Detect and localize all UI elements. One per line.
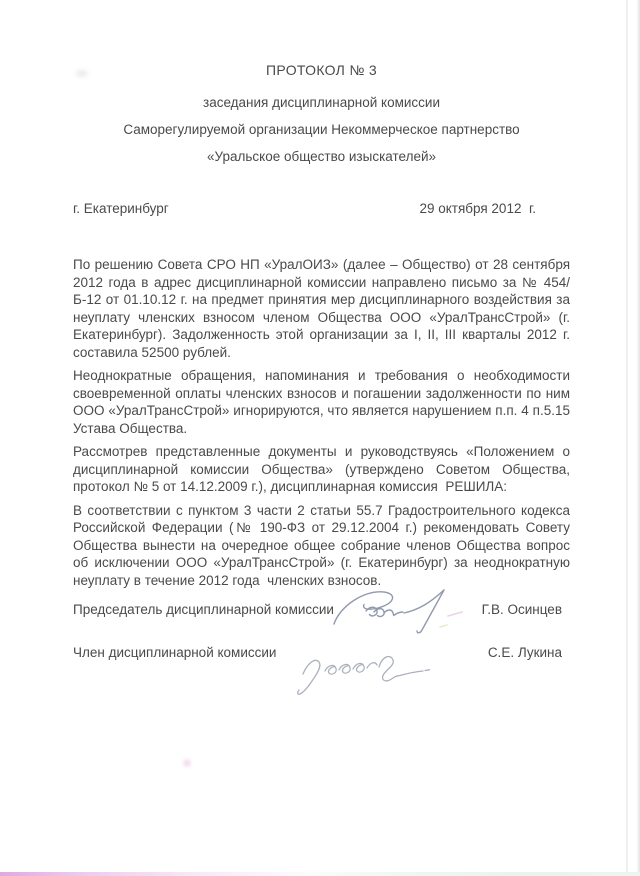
scan-artifact-right-line <box>626 0 628 876</box>
scan-smudge <box>183 759 191 767</box>
chairman-signature <box>330 584 470 636</box>
signature-row-chairman <box>73 601 570 618</box>
document-title: ПРОТОКОЛ № 3 <box>266 62 377 78</box>
document-header <box>73 62 570 175</box>
signature-role-label: Председатель дисциплинарной комиссии <box>73 602 334 617</box>
body-paragraph-3: Рассмотрев представленные документы и руководствуясь «Положением о дисциплинарной комиссии Общества» (утверждено Советом Общества, протокол № 5 от 14.12.2009 г.), дисциплинарная комиссия РЕШИЛА: <box>73 444 570 494</box>
scan-artifact-bottom-edge <box>0 872 640 876</box>
document-date: 29 октября 2012 г. <box>419 201 536 216</box>
document-city: г. Екатеринбург <box>73 201 169 216</box>
document-subtitle-line-2: Саморегулируемой организации Некоммерческое партнерство <box>123 122 520 137</box>
signatory-name: С.Е. Лукина <box>487 645 562 660</box>
body-paragraph-2: Неоднократные обращения, напоминания и требования о необходимости своевременной оплаты членских взносов и погашении задолженности по ним ООО «УралТрансСтрой» игнорируются, что является нарушением п.п. 4 п.5.15 Устава Общества. <box>73 368 570 436</box>
document-subtitle-line-3: «Уральское общество изыскателей» <box>206 149 437 164</box>
member-signature <box>295 640 430 695</box>
signatory-name: Г.В. Осинцев <box>481 602 562 617</box>
body-paragraph-4: В соответствии с пунктом 3 части 2 статьи 55.7 Градостроительного кодекса Российской Федерации (№ 190-ФЗ от 29.12.2004 г.) рекомендовать Совету Общества вынести на очередное общее собрание членов Общества вопрос об исключении ООО «УралТрансСтрой» (г. Екатеринбург) за неоднократную неуплату в течение 2012 года членских взносов. <box>73 502 570 588</box>
signature-role-label: Член дисциплинарной комиссии <box>73 645 277 660</box>
place-date-row <box>73 200 570 217</box>
document-body <box>73 256 570 595</box>
document-subtitle-line-1: заседания дисциплинарной комиссии <box>203 95 440 110</box>
body-paragraph-1: По решению Совета СРО НП «УралОИЗ» (далее – Общество) от 28 сентября 2012 года в адрес дисциплинарной комиссии направлено письмо за № 454/Б-12 от 01.10.12 г. на предмет принятия мер дисциплинарного воздействия за неуплату членских взносом членом Общества ООО «УралТрансСтрой» (г. Екатеринбург). Задолженность этой организации за I, II, III кварталы 2012 г. составила 52500 рублей. <box>73 257 570 360</box>
